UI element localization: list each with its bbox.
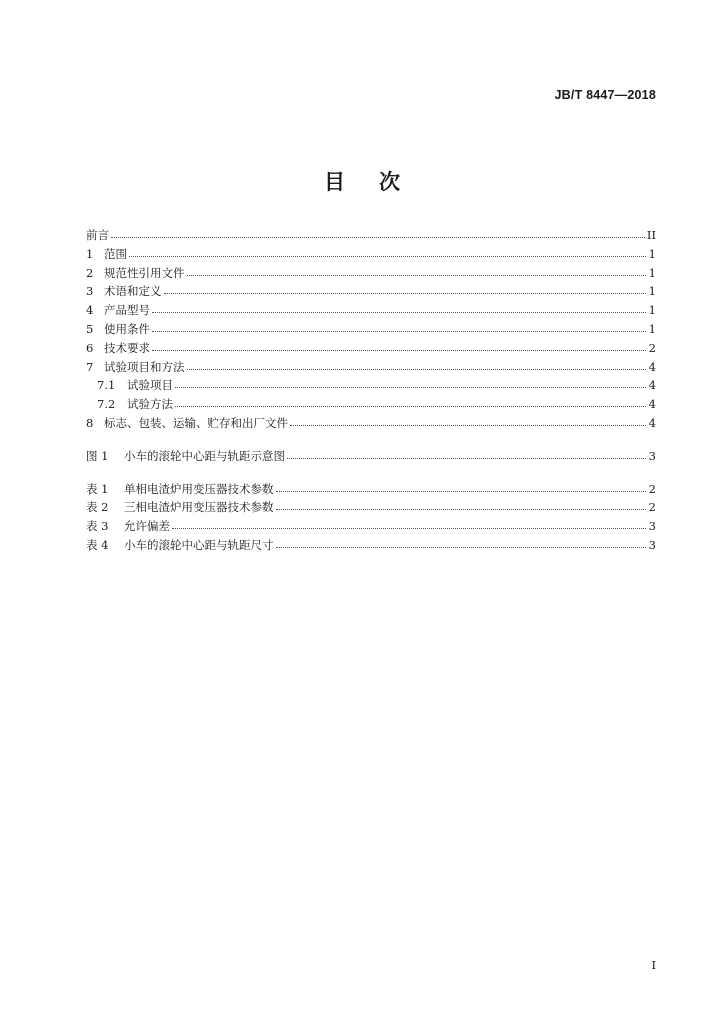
toc-entry-label: 标志、包装、运输、贮存和出厂文件 xyxy=(104,415,288,430)
dot-leader xyxy=(152,350,646,351)
toc-entry-number: 7.1 xyxy=(97,378,116,393)
toc-entry-label: 试验项目 xyxy=(127,378,173,393)
toc-entry-page: 4 xyxy=(648,397,656,412)
table-label: 小车的滚轮中心距与轨距尺寸 xyxy=(124,537,274,552)
figure-number: 图 1 xyxy=(86,448,109,463)
dot-leader xyxy=(129,256,646,257)
toc-entry-label: 规范性引用文件 xyxy=(104,265,185,280)
toc-entry-7-1[interactable] xyxy=(86,377,656,396)
dot-leader xyxy=(164,293,647,294)
toc-table-1[interactable] xyxy=(86,481,656,500)
table-number: 表 3 xyxy=(86,519,109,534)
toc-entry-4[interactable] xyxy=(86,302,656,321)
toc-entry-label: 术语和定义 xyxy=(104,284,162,299)
toc-entry-7[interactable] xyxy=(86,359,656,378)
dot-leader xyxy=(276,547,647,548)
toc-entry-page: 4 xyxy=(648,415,656,430)
toc-entry-page: 2 xyxy=(648,500,656,515)
table-label: 允许偏差 xyxy=(124,519,170,534)
toc-entry-page: 1 xyxy=(648,303,656,318)
toc-entry-6[interactable] xyxy=(86,340,656,359)
table-number: 表 2 xyxy=(86,500,109,515)
toc-entry-label: 试验项目和方法 xyxy=(104,359,185,374)
toc-entry-8[interactable] xyxy=(86,415,656,434)
toc-entry-page: II xyxy=(646,228,656,242)
toc-entry-1[interactable] xyxy=(86,246,656,265)
standard-code: JB/T 8447—2018 xyxy=(554,88,656,102)
dot-leader xyxy=(152,312,646,313)
toc-entry-page: 4 xyxy=(648,359,656,374)
toc-entry-number: 8 xyxy=(86,415,94,430)
dot-leader xyxy=(152,331,646,332)
table-number: 表 4 xyxy=(86,537,109,552)
toc-entry-page: 2 xyxy=(648,481,656,496)
spacer xyxy=(86,467,656,481)
table-number: 表 1 xyxy=(86,481,109,496)
toc-entry-label: 范围 xyxy=(104,246,127,261)
page-title: 目次 xyxy=(324,170,434,194)
dot-leader xyxy=(111,237,645,238)
toc-entry-label: 产品型号 xyxy=(104,303,150,318)
toc-entry-page: 3 xyxy=(648,537,656,552)
toc-entry-number: 3 xyxy=(86,284,94,299)
toc-entry-7-2[interactable] xyxy=(86,396,656,415)
toc-entry-number: 5 xyxy=(86,321,94,336)
table-label: 三相电渣炉用变压器技术参数 xyxy=(124,500,274,515)
toc-entry-number: 7 xyxy=(86,359,94,374)
toc-entry-label: 技术要求 xyxy=(104,340,150,355)
page-number: I xyxy=(651,958,656,972)
toc-entry-3[interactable] xyxy=(86,283,656,302)
toc-entry-number: 6 xyxy=(86,340,94,355)
toc-entry-page: 1 xyxy=(648,321,656,336)
dot-leader xyxy=(276,509,647,510)
spacer xyxy=(86,434,656,448)
dot-leader xyxy=(172,528,646,529)
table-label: 单相电渣炉用变压器技术参数 xyxy=(124,481,274,496)
toc-entry-number: 1 xyxy=(86,246,94,261)
toc-entry-page: 4 xyxy=(648,378,656,393)
toc-entry-5[interactable] xyxy=(86,321,656,340)
dot-leader xyxy=(290,425,646,426)
dot-leader xyxy=(187,275,647,276)
toc-entry-label: 试验方法 xyxy=(127,397,173,412)
dot-leader xyxy=(287,458,646,459)
toc-table-2[interactable] xyxy=(86,499,656,518)
toc-entry-foreword[interactable] xyxy=(86,227,656,246)
toc-entry-2[interactable] xyxy=(86,265,656,284)
table-of-contents xyxy=(86,227,656,556)
toc-entry-page: 1 xyxy=(648,265,656,280)
dot-leader xyxy=(175,387,646,388)
toc-entry-label: 前言 xyxy=(86,228,109,242)
toc-entry-number: 7.2 xyxy=(97,397,116,412)
toc-entry-page: 2 xyxy=(648,340,656,355)
toc-entry-page: 3 xyxy=(648,448,656,463)
toc-entry-label: 使用条件 xyxy=(104,321,150,336)
toc-entry-number: 2 xyxy=(86,265,94,280)
toc-figure-1[interactable] xyxy=(86,448,656,467)
toc-entry-page: 3 xyxy=(648,519,656,534)
toc-table-3[interactable] xyxy=(86,518,656,537)
dot-leader xyxy=(187,369,647,370)
figure-label: 小车的滚轮中心距与轨距示意图 xyxy=(124,448,285,463)
toc-entry-page: 1 xyxy=(648,284,656,299)
toc-table-4[interactable] xyxy=(86,537,656,556)
toc-entry-number: 4 xyxy=(86,303,94,318)
dot-leader xyxy=(175,406,646,407)
toc-entry-page: 1 xyxy=(648,246,656,261)
dot-leader xyxy=(276,491,647,492)
